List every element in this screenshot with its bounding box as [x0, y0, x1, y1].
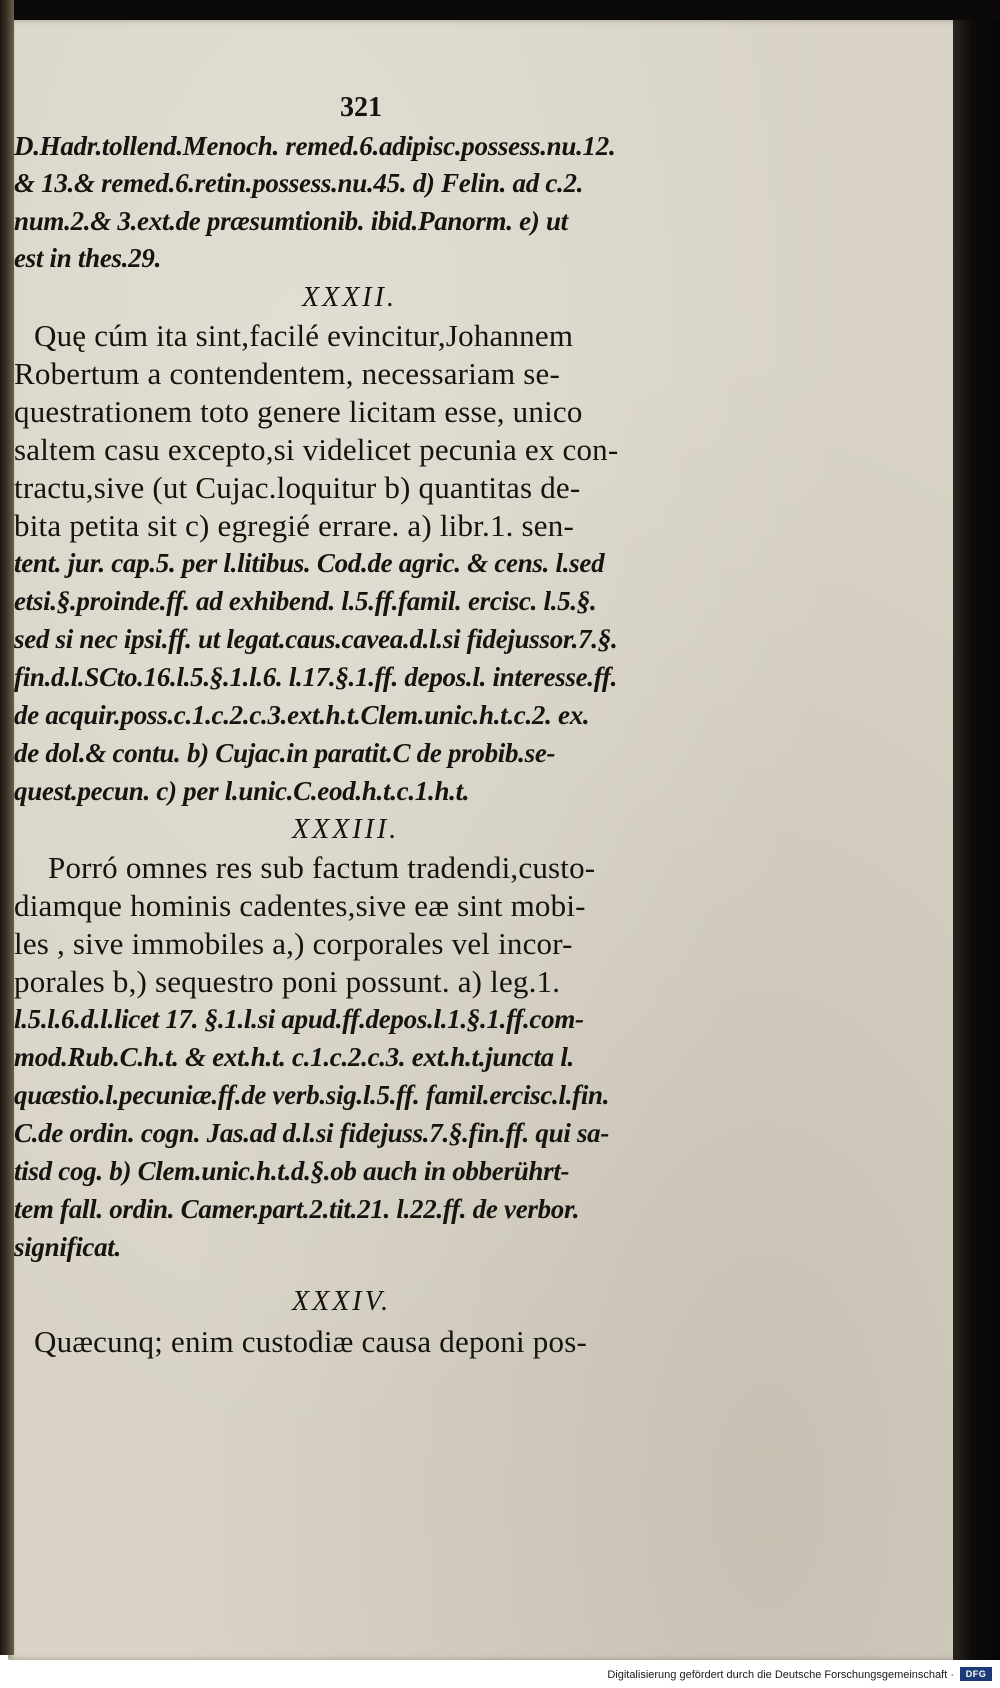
text-line: questrationem toto genere licitam esse, unico — [14, 394, 583, 429]
text-line: significat. — [14, 1232, 121, 1262]
text-line: diamque hominis cadentes,sive eæ sint mobi- — [14, 888, 586, 923]
text-line: etsi.§.proinde.ff. ad exhibend. l.5.ff.famil. ercisc. l.5.§. — [14, 586, 597, 616]
section-heading: XXXIII. — [292, 814, 400, 845]
text-line: saltem casu excepto,si videlicet pecunia ex con- — [14, 432, 619, 467]
text-line: de acquir.poss.c.1.c.2.c.3.ext.h.t.Clem.unic.h.t.c.2. ex. — [14, 700, 590, 730]
text-line: & 13.& remed.6.retin.possess.nu.45. d) Felin. ad c.2. — [14, 168, 584, 198]
section-heading: XXXII. — [302, 282, 397, 313]
text-line: Porró omnes res sub factum tradendi,custo- — [48, 850, 596, 885]
text-line: Quæcunq; enim custodiæ causa deponi pos- — [34, 1324, 587, 1359]
text-line: Quę cúm ita sint,facilé evincitur,Johannem — [34, 318, 574, 353]
text-line: porales b,) sequestro poni possunt. a) leg.1. — [14, 964, 561, 999]
text-line: les , sive immobiles a,) corporales vel incor- — [14, 926, 573, 961]
text-line: tent. jur. cap.5. per l.litibus. Cod.de agric. & cens. l.sed — [14, 548, 605, 578]
text-line: D.Hadr.tollend.Menoch. remed.6.adipisc.possess.nu.12. — [14, 131, 616, 161]
book-spine — [0, 0, 14, 1655]
text-line: tisd cog. b) Clem.unic.h.t.d.§.ob auch in obberührt- — [14, 1156, 570, 1186]
text-line: de dol.& contu. b) Cujac.in paratit.C de probib.se- — [14, 738, 556, 768]
text-line: num.2.& 3.ext.de præsumtionib. ibid.Panorm. e) ut — [14, 206, 568, 236]
text-line: est in thes.29. — [14, 243, 162, 273]
text-line: Robertum a contendentem, necessariam se- — [14, 356, 560, 391]
page-number: 321 — [340, 92, 382, 123]
text-line: C.de ordin. cogn. Jas.ad d.l.si fidejuss.7.§.fin.ff. qui sa- — [14, 1118, 610, 1148]
text-line: sed si nec ipsi.ff. ut legat.caus.cavea.d.l.si fidejussor.7.§. — [14, 624, 618, 654]
text-line: bita petita sit c) egregié errare. a) libr.1. sen- — [14, 508, 574, 543]
text-line: quest.pecun. c) per l.unic.C.eod.h.t.c.1.h.t. — [14, 776, 470, 806]
text-line: l.5.l.6.d.l.licet 17. §.1.l.si apud.ff.depos.l.1.§.1.ff.com- — [14, 1004, 584, 1034]
text-line: quæstio.l.pecuniæ.ff.de verb.sig.l.5.ff. famil.ercisc.l.fin. — [14, 1080, 610, 1110]
text-line: tractu,sive (ut Cujac.loquitur b) quantitas de- — [14, 470, 581, 505]
scan-right-border — [953, 20, 1000, 1660]
section-heading: XXXIV. — [292, 1286, 392, 1317]
text-line: fin.d.l.SCto.16.l.5.§.1.l.6. l.17.§.1.ff. depos.l. interesse.ff. — [14, 662, 618, 692]
text-line: mod.Rub.C.h.t. & ext.h.t. c.1.c.2.c.3. ext.h.t.juncta l. — [14, 1042, 574, 1072]
text-line: tem fall. ordin. Camer.part.2.tit.21. l.22.ff. de verbor. — [14, 1194, 580, 1224]
dfg-logo: DFG — [960, 1667, 992, 1681]
footer-credit: Digitalisierung gefördert durch die Deutsche Forschungsgemeinschaft · — [607, 1669, 954, 1681]
